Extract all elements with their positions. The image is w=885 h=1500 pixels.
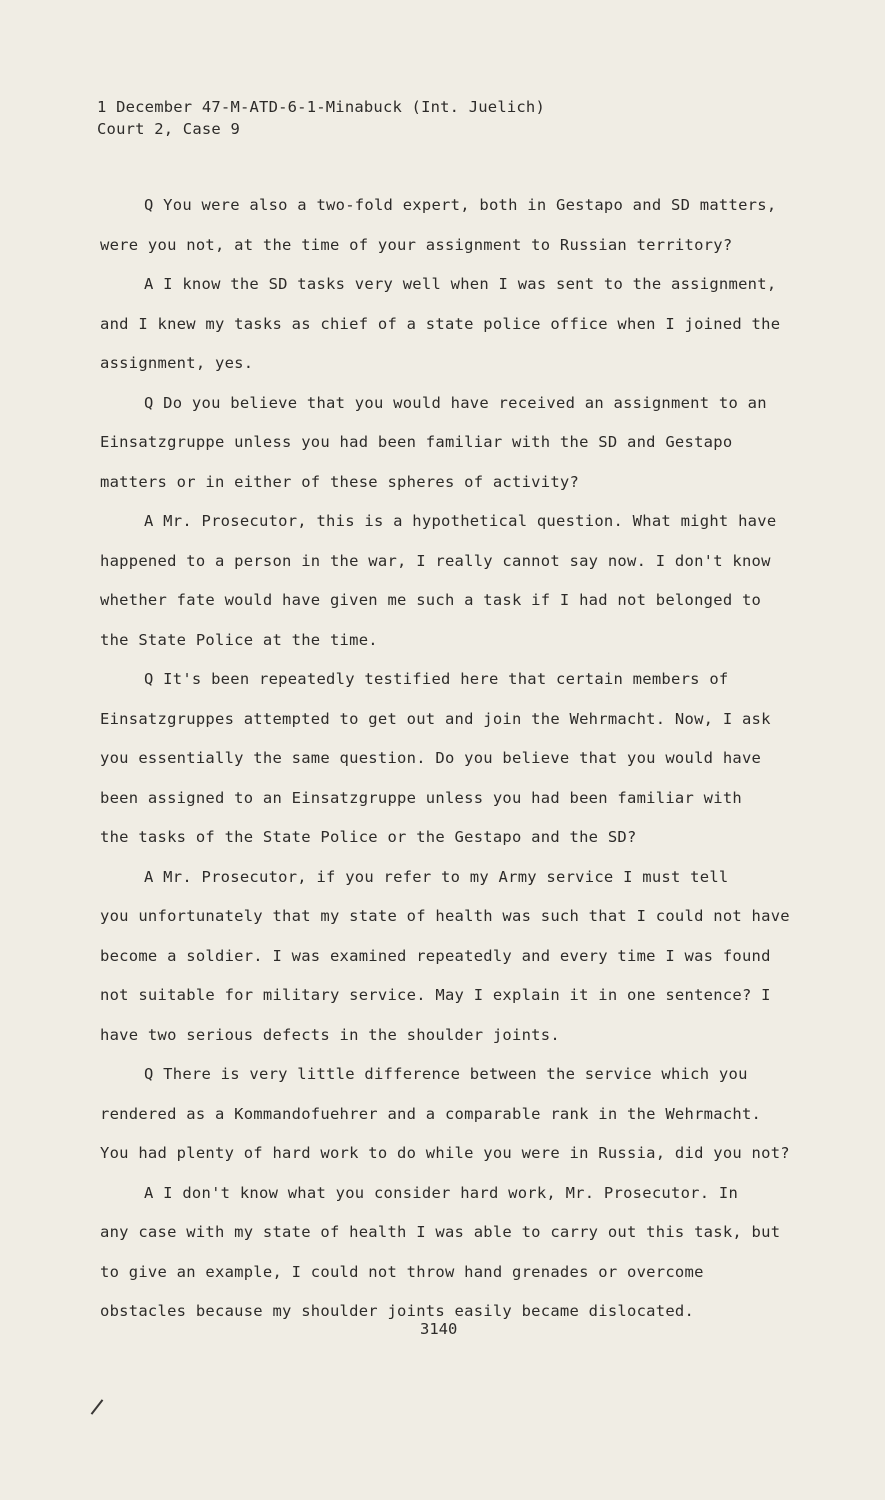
text-line: A Mr. Prosecutor, if you refer to my Army service I must tell: [144, 867, 729, 886]
text-line: whether fate would have given me such a task if I had not belonged to: [100, 591, 762, 609]
text-line: assignment, yes.: [100, 354, 254, 372]
paragraph-2: [100, 265, 820, 384]
text-line: any case with my state of health I was able to carry out this task, but: [100, 1223, 781, 1241]
text-line: A I don't know what you consider hard work, Mr. Prosecutor. In: [144, 1183, 739, 1202]
paragraph-4: [100, 502, 820, 660]
text-line: obstacles because my shoulder joints easily became dislocated.: [100, 1302, 695, 1320]
header-line-1: 1 December 47-M-ATD-6-1-Minabuck (Int. Juelich): [97, 98, 545, 116]
text-line: you essentially the same question. Do you believe that you would have: [100, 749, 762, 767]
text-line: Q Do you believe that you would have received an assignment to an: [144, 393, 767, 412]
paragraph-6: [100, 858, 820, 1056]
paragraph-1: [100, 186, 820, 265]
text-line: you unfortunately that my state of health was such that I could not have: [100, 907, 790, 925]
paragraph-8: [100, 1174, 820, 1332]
text-line: Q There is very little difference between the service which you: [144, 1065, 748, 1083]
text-line: Einsatzgruppes attempted to get out and join the Wehrmacht. Now, I ask: [100, 709, 771, 728]
text-line: Q It's been repeatedly testified here that certain members of: [144, 670, 729, 688]
text-line: the State Police at the time.: [100, 630, 378, 649]
text-line: to give an example, I could not throw hand grenades or overcome: [100, 1262, 704, 1281]
text-line: matters or in either of these spheres of activity?: [100, 472, 580, 491]
pen-mark: [91, 1399, 104, 1414]
text-line: and I knew my tasks as chief of a state police office when I joined the: [100, 314, 781, 333]
page-number: 3140: [420, 1320, 458, 1338]
text-line: A I know the SD tasks very well when I was sent to the assignment,: [144, 275, 777, 293]
text-line: were you not, at the time of your assignment to Russian territory?: [100, 235, 733, 254]
text-line: become a soldier. I was examined repeatedly and every time I was found: [100, 946, 771, 965]
paragraph-5: [100, 660, 820, 858]
text-line: A Mr. Prosecutor, this is a hypothetical question. What might have: [144, 512, 777, 530]
document-header: [97, 96, 545, 140]
text-line: not suitable for military service. May I explain it in one sentence? I: [100, 986, 771, 1004]
transcript-body: [100, 186, 820, 1332]
text-line: have two serious defects in the shoulder joints.: [100, 1025, 560, 1044]
text-line: You had plenty of hard work to do while you were in Russia, did you not?: [100, 1144, 790, 1162]
text-line: Q You were also a two-fold expert, both in Gestapo and SD matters,: [144, 196, 777, 214]
text-line: been assigned to an Einsatzgruppe unless you had been familiar with: [100, 788, 742, 807]
text-line: Einsatzgruppe unless you had been familiar with the SD and Gestapo: [100, 433, 733, 451]
header-line-2: Court 2, Case 9: [97, 120, 240, 138]
paragraph-7: [100, 1055, 820, 1174]
text-line: rendered as a Kommandofuehrer and a comparable rank in the Wehrmacht.: [100, 1104, 762, 1123]
text-line: happened to a person in the war, I really cannot say now. I don't know: [100, 551, 771, 570]
paragraph-3: [100, 384, 820, 503]
text-line: the tasks of the State Police or the Gestapo and the SD?: [100, 828, 637, 846]
